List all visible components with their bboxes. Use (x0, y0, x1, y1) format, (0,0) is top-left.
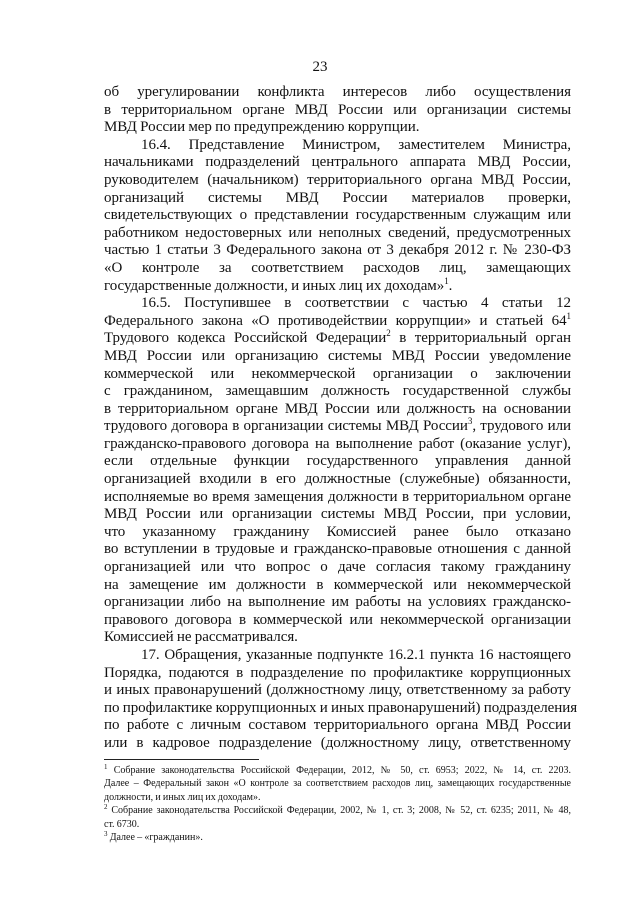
text-line: организации либо на выполнение им работы на условиях гражданско- (104, 594, 571, 611)
footnote-3 (104, 831, 571, 844)
footnote-text: Далее – Федеральный закон «О контроле за соответствием расходов лиц, замещающих государственные (104, 778, 571, 790)
text-line: если отдельные функции государственного управления данной (104, 453, 571, 470)
text-line: или в кадровое подразделение (должностному лицу, ответственному (104, 734, 571, 751)
paragraph-17-start: 17. Обращения, указанные подпункте 16.2.1 пункта 16 настоящего (141, 647, 571, 663)
main-text (104, 84, 578, 753)
text-line: по профилактике коррупционных и иных правонарушений) подразделения (104, 699, 578, 716)
text-line: что указанному гражданину Комиссией ранее было отказано (104, 523, 571, 540)
footnote-number: 1 (104, 763, 108, 771)
text-line: и иных правонарушений (должностному лицу, ответственному за работу (104, 682, 571, 699)
footnote-text: Далее – «гражданин». (109, 832, 203, 844)
text-line: Порядка, подаются в подразделение по профилактике коррупционных (104, 664, 571, 681)
text-line: работником недостоверных или неполных сведений, предусмотренных (104, 224, 571, 241)
text-line: с гражданином, замещавшим должность государственной службы (104, 383, 571, 400)
text-line: частью 1 статьи 3 Федерального закона от 3 декабря 2012 г. № 230-ФЗ (104, 242, 571, 259)
text-line: руководителем (начальником) территориального органа МВД России, (104, 171, 571, 188)
text-span: в территориальный орган (390, 330, 571, 347)
text-span: трудового договора в организации системы МВД России (104, 418, 468, 435)
footnote-text: ст. 6730. (104, 818, 140, 830)
text-line: организацией или что вопрос о даче согласия такому гражданину (104, 559, 571, 576)
paragraph-16-4-start: 16.4. Представление Министром, заместителем Министра, (141, 136, 571, 153)
text-line: организацией входили в его должностные (служебные) обязанности, (104, 471, 571, 488)
footnote-ref-1: 1 (444, 275, 449, 286)
text-line: об урегулировании конфликта интересов либо осуществления (104, 84, 571, 100)
text-line: начальниками подразделений центрального аппарата МВД России, (104, 154, 571, 171)
text-line (104, 330, 571, 348)
text-line: по работе с личным составом территориального органа МВД России (104, 717, 571, 734)
text-span: . (448, 277, 453, 294)
text-line: МВД России или организации системы МВД России, при условии, (104, 506, 571, 523)
text-span: Федерального закона «О противодействии коррупции» и статьей 64 (104, 312, 567, 329)
text-line: в территориальном органе МВД России или организации системы (104, 101, 571, 118)
text-line: во вступлении в трудовые и гражданско-правовые отношения с данной (104, 541, 571, 558)
article-superscript: 1 (566, 310, 571, 321)
footnote-number: 2 (104, 803, 108, 812)
text-line: на замещение им должности в коммерческой или некоммерческой (104, 576, 571, 593)
footnote-text: Собрание законодательства Российской Федерации, 2012, № 50, ст. 6953; 2022, № 14, ст. 2203. (113, 765, 572, 776)
text-line: исполняемые во время замещения должности в территориальном органе (104, 488, 571, 505)
text-line: МВД России или организацию системы МВД России уведомление (104, 347, 571, 364)
footnote-number: 3 (104, 830, 108, 839)
text-line: МВД России мер по предупреждению коррупции. (104, 119, 420, 136)
text-line: организаций системы МВД России материалов проверки, (104, 189, 571, 206)
footnote-ref-3: 3 (467, 416, 473, 427)
text-line (104, 275, 571, 296)
footnote-text: Собрание законодательства Российской Федерации, 2002, № 1, ст. 3; 2008, № 52, ст. 6235; 2011, № 48, (111, 805, 571, 817)
text-span: Трудового кодекса Российской Федерации (104, 330, 387, 347)
text-line: свидетельствующих о представлении государственным служащим или (104, 207, 571, 224)
text-span: государственные должности, и иных лиц их доходам» (104, 277, 445, 294)
footnote-ref-2: 2 (386, 328, 391, 339)
footnotes (104, 764, 571, 844)
text-line (104, 310, 571, 331)
footnote-divider (104, 759, 259, 760)
text-line: коммерческой или некоммерческой организации о заключении (104, 365, 571, 382)
text-line: правового договора в коммерческой или некоммерческой организации (104, 611, 571, 628)
footnote-2 (104, 804, 571, 817)
footnote-1 (104, 764, 571, 777)
text-line: в территориальном органе МВД России или должность на основании (104, 400, 571, 417)
paragraph-16-5-start: 16.5. Поступившее в соответствии с частью 4 статьи 12 (141, 295, 571, 312)
text-span: , трудового или (472, 418, 571, 435)
text-line: «О контроле за соответствием расходов лиц, замещающих (104, 259, 571, 276)
page-number: 23 (312, 59, 328, 75)
text-line (104, 418, 571, 436)
text-line: Комиссией не рассматривался. (104, 629, 298, 646)
footnote-text: должности, и иных лиц их доходам». (104, 791, 261, 803)
text-line: гражданско-правового договора на выполнение работ (оказание услуг), (104, 435, 571, 452)
